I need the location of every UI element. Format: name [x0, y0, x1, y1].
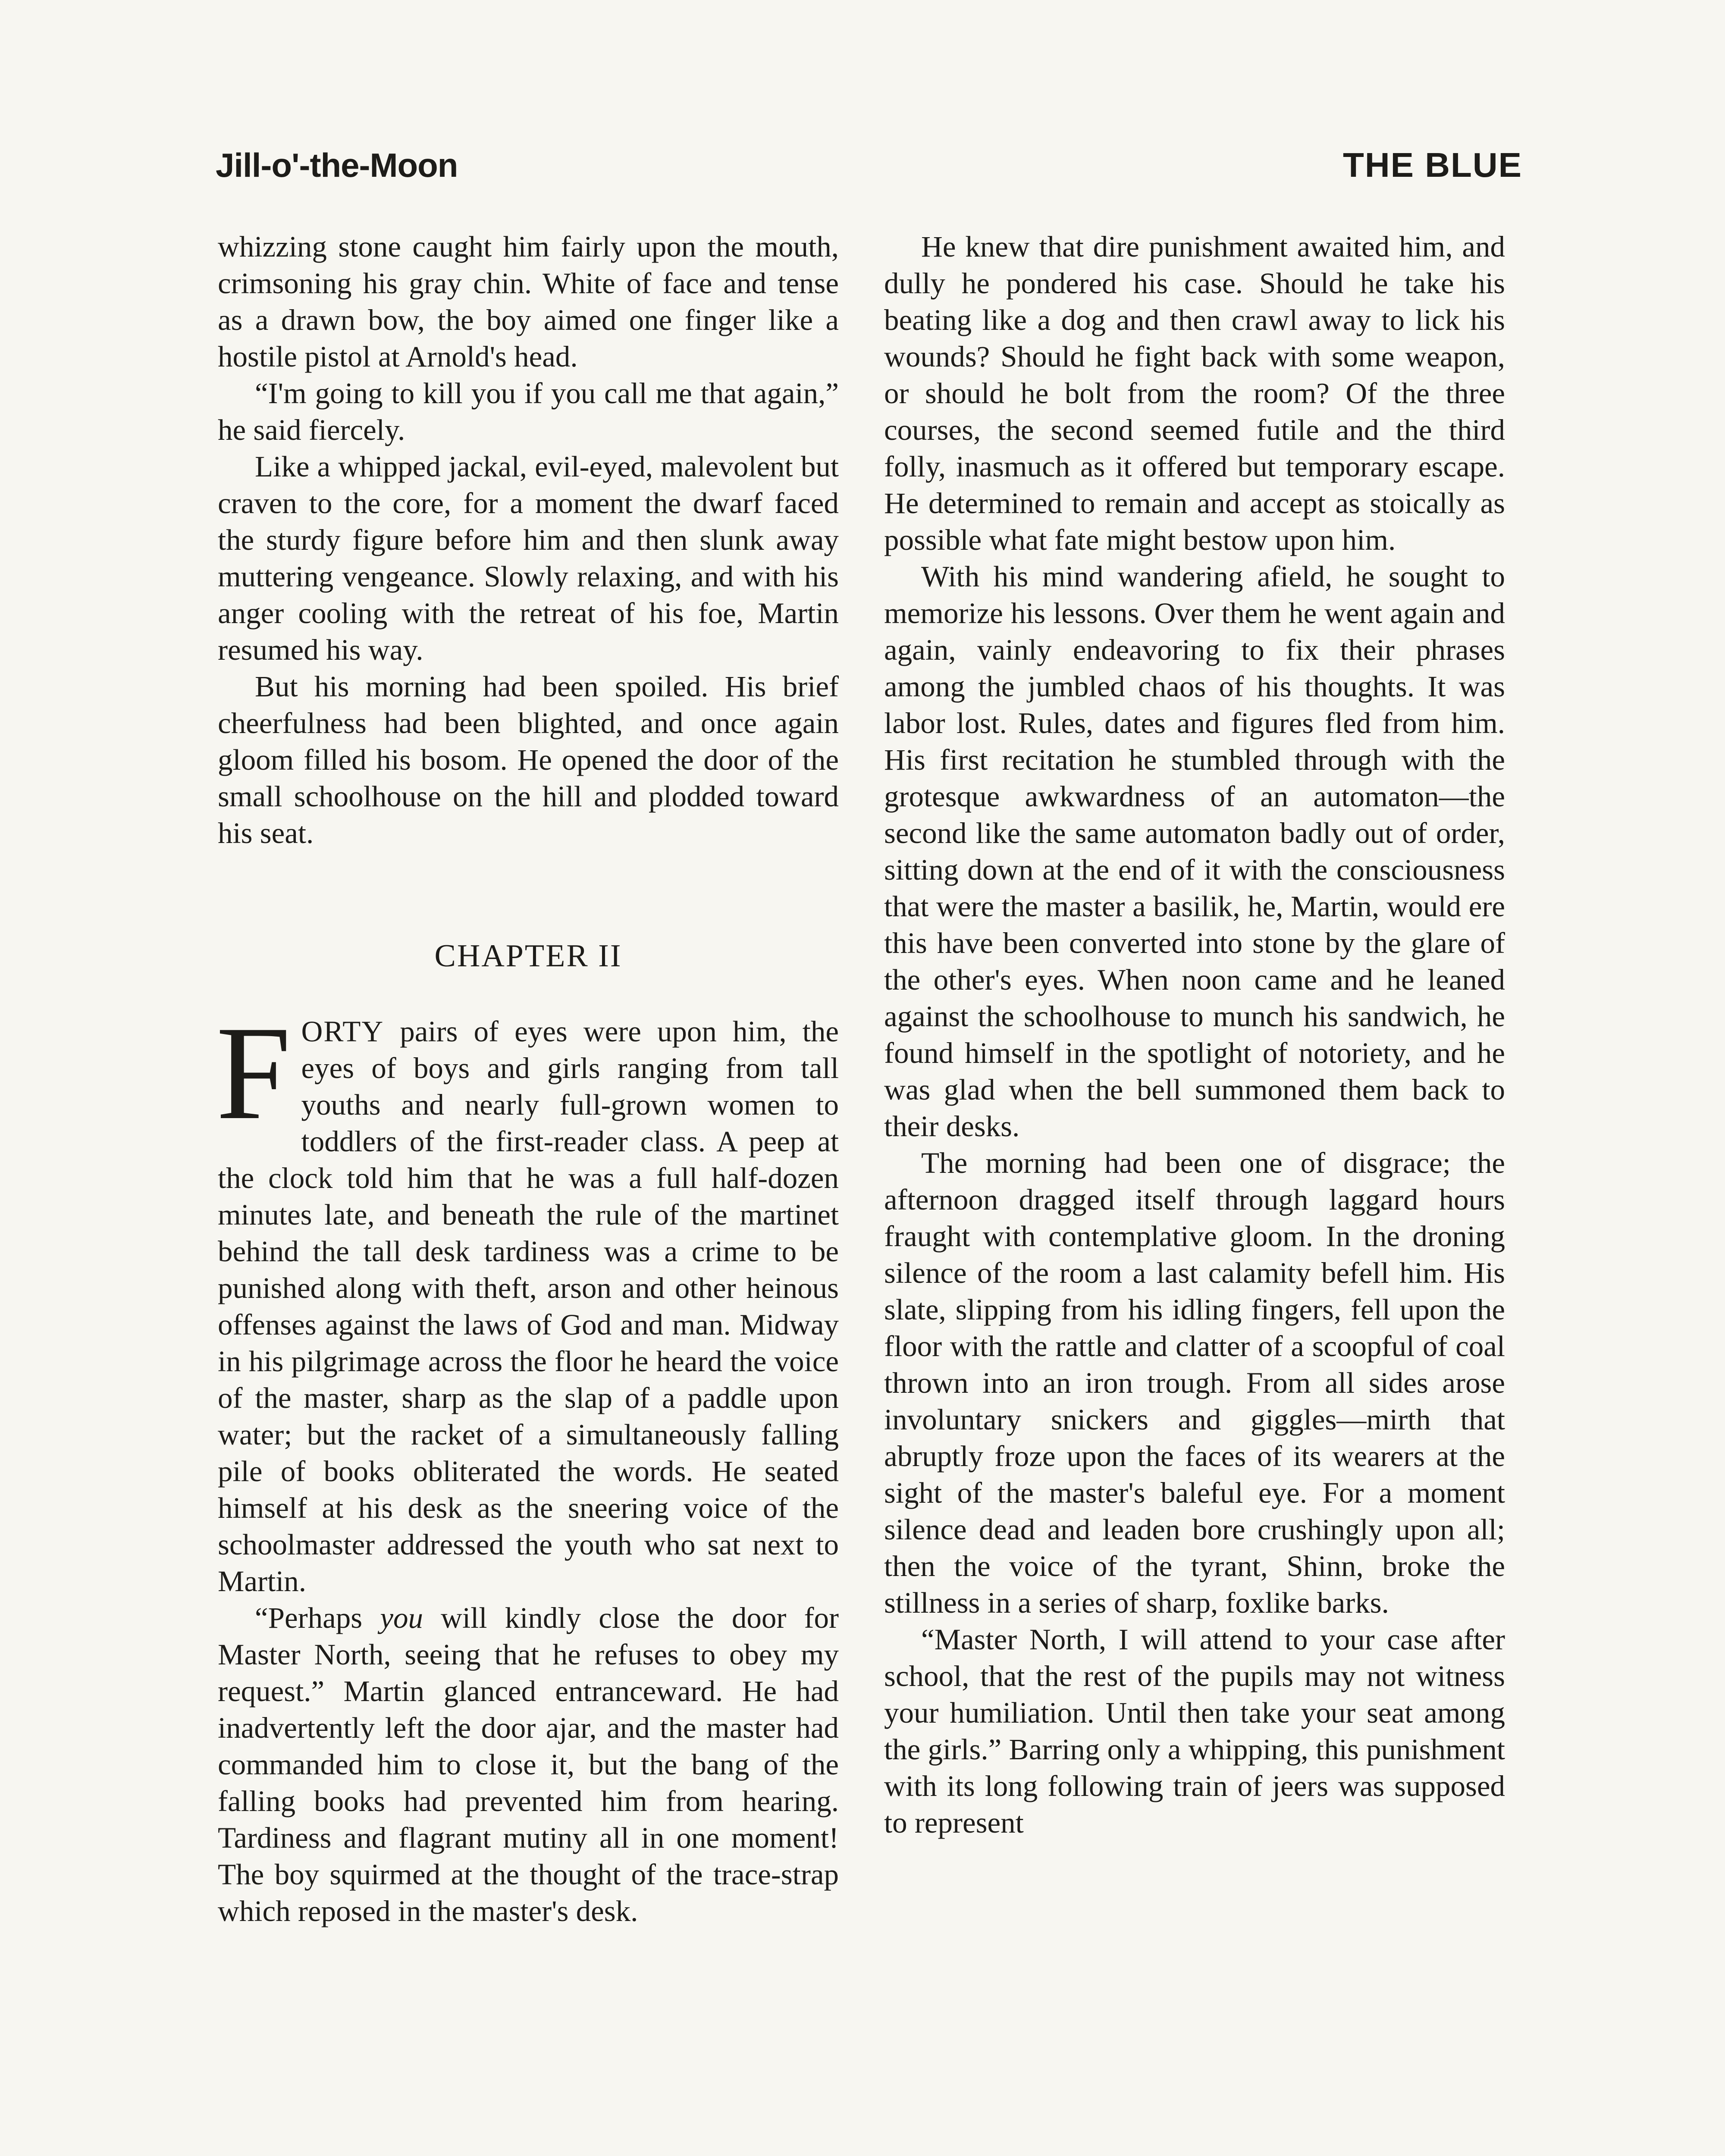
paragraph [218, 1600, 839, 1930]
paragraph: He knew that dire punishment awaited him, and dully he pondered his case. Should he take his beating like a dog and then crawl away to lick his wounds? Should he fight back with some weapon, or should he bolt from the room? Of the three courses, the second seemed futile and the third folly, inasmuch as it offered but temporary escape. He determined to remain and accept as stoically as possible what fate might bestow upon him. [884, 230, 1505, 556]
opening-word: ORTY [301, 1015, 384, 1048]
paragraph-text: “Perhaps [255, 1601, 380, 1634]
chapter-heading: CHAPTER II [434, 938, 622, 974]
paragraph-text: will kindly close the door for Master North, seeing that he refuses to obey my request.” Martin glanced entranceward. He had inadvertently left the door ajar, and the master had commanded him to close it, but the bang of the falling books had prevented him from hearing. Tardiness and flagrant mutiny all in one moment! The boy squirmed at the thought of the trace-strap which reposed in the master's desk. [218, 1601, 839, 1927]
paragraph: “Master North, I will attend to your case after school, that the rest of the pupils may not witness your humiliation. Until then take your seat among the girls.” Barring only a whipping, this punishment with its long following train of jeers was supposed to represent [884, 1623, 1505, 1839]
emphasis: you [380, 1601, 423, 1634]
paragraph: “I'm going to kill you if you call me that again,” he said fiercely. [218, 377, 839, 446]
left-column [218, 229, 839, 1930]
story-title-header: Jill-o'-the-Moon [216, 146, 458, 184]
drop-cap: F [216, 999, 291, 1147]
paragraph-text: pairs of eyes were upon him, the eyes of boys and girls ranging from tall youths and nearly full-grown women to toddlers of the first-reader class. A peep at the clock told him that he was a full half-dozen minutes late, and beneath the rule of the martinet behind the tall desk tardiness was a crime to be punished along with theft, arson and other heinous offenses against the laws of God and man. Midway in his pilgrimage across the floor he heard the voice of the master, sharp as the slap of a paddle upon water; but the racket of a simultaneously falling pile of books obliterated the words. He seated himself at his desk as the sneering voice of the schoolmaster addressed the youth who sat next to Martin. [218, 1015, 839, 1598]
paragraph: whizzing stone caught him fairly upon the mouth, crimsoning his gray chin. White of face and tense as a drawn bow, the boy aimed one finger like a hostile pistol at Arnold's head. [218, 230, 839, 373]
paragraph: Like a whipped jackal, evil-eyed, malevolent but craven to the core, for a moment the dwarf faced the sturdy figure before him and then slunk away muttering vengeance. Slowly relaxing, and with his anger cooling with the retreat of his foe, Martin resumed his way. [218, 450, 839, 666]
chapter-opening-paragraph [216, 999, 839, 1600]
paragraph: But his morning had been spoiled. His brief cheerfulness had been blighted, and once again gloom filled his bosom. He opened the door of the small schoolhouse on the hill and plodded toward his seat. [218, 670, 839, 849]
paragraph: The morning had been one of disgrace; the afternoon dragged itself through laggard hours fraught with contemplative gloom. In the droning silence of the room a last calamity befell him. His slate, slipping from his idling fingers, fell upon the floor with the rattle and clatter of a scoopful of coal thrown into an iron trough. From all sides arose involuntary snickers and giggles—mirth that abruptly froze upon the faces of its wearers at the sight of the master's baleful eye. For a moment silence dead and leaden bore crushingly upon all; then the voice of the tyrant, Shinn, broke the stillness in a series of sharp, foxlike barks. [884, 1147, 1505, 1619]
running-header [216, 137, 1522, 193]
magazine-title-header: THE BLUE [1343, 146, 1522, 184]
paragraph: With his mind wandering afield, he sought to memorize his lessons. Over them he went again and again, vainly endeavoring to fix their phrases among the jumbled chaos of his thoughts. It was labor lost. Rules, dates and figures fled from him. His first recitation he stumbled through with the grotesque awkwardness of an automaton—the second like the same automaton badly out of order, sitting down at the end of it with the consciousness that were the master a basilik, he, Martin, would ere this have been converted into stone by the glare of the other's eyes. When noon came and he leaned against the schoolhouse to munch his sandwich, he found himself in the spotlight of notoriety, and he was glad when the bell summoned them back to their desks. [884, 560, 1505, 1143]
right-column [884, 229, 1505, 1841]
